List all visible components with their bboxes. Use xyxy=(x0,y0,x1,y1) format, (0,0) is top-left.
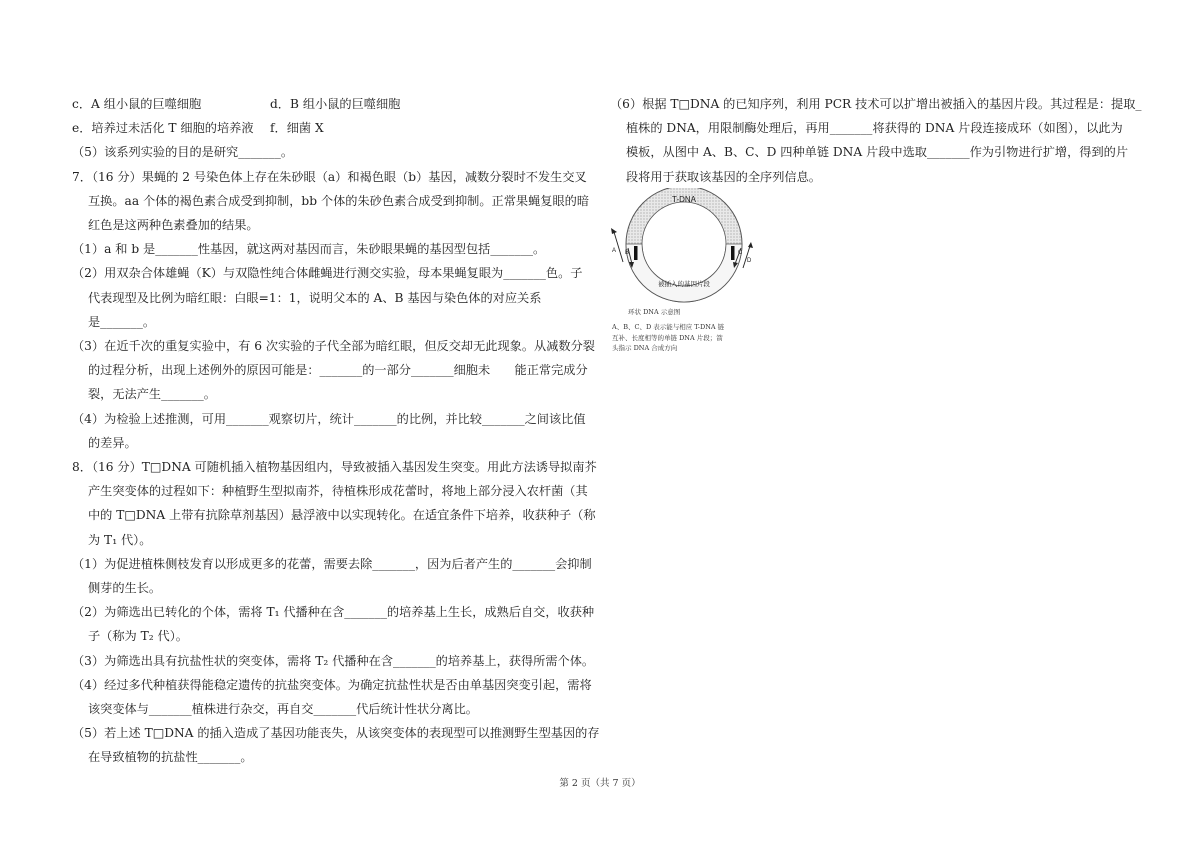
figure-note-line: 头指示 DNA 合成方向 xyxy=(612,344,678,352)
text-line: （6）根据 T□DNA 的已知序列，利用 PCR 技术可以扩增出被插入的基因片段。其过程是：提取_ xyxy=(610,97,1142,111)
text-line: 是_______。 xyxy=(88,314,156,329)
text-line: （4）为检验上述推测，可用_______观察切片，统计_______的比例，并比较_______之间该比值 xyxy=(72,411,586,426)
label-a: A xyxy=(612,248,617,254)
text-line: 红色是这两种色素叠加的结果。 xyxy=(88,217,259,232)
option-f: f．细菌 X xyxy=(270,121,324,136)
text-line: 该突变体与_______植株进行杂交，再自交_______代后统计性状分离比。 xyxy=(88,702,478,717)
primer-a-line xyxy=(614,232,623,262)
text-line: （4）经过多代种植获得能稳定遗传的抗盐突变体。为确定抗盐性状是否由单基因突变引起，需将 xyxy=(72,677,592,692)
text-line: 段将用于获取该基因的全序列信息。 xyxy=(626,169,821,184)
text-line: 侧芽的生长。 xyxy=(88,581,162,596)
option-e: e．培养过未活化 T 细胞的培养液 xyxy=(72,121,254,136)
option-d: d．B 组小鼠的巨噬细胞 xyxy=(270,97,401,111)
text-line: 的差异。 xyxy=(88,435,137,450)
text-line: 植株的 DNA，用限制酶处理后，再用_______将获得的 DNA 片段连接成环（如图），以此为 xyxy=(626,121,1123,136)
figure-caption: 环状 DNA 示意图 xyxy=(628,308,681,316)
text-line: 互换。aa 个体的褐色素合成受到抑制，bb 个体的朱砂色素合成受到抑制。正常果蝇复眼的暗 xyxy=(88,193,590,208)
text-line: （1）为促进植株侧枝发育以形成更多的花蕾，需要去除_______，因为后者产生的_______会抑制 xyxy=(72,556,592,571)
label-c: C xyxy=(738,250,743,256)
primer-a-arrow-icon xyxy=(611,228,617,234)
marker-left xyxy=(634,246,638,260)
text-line: （5）该系列实验的目的是研究_______。 xyxy=(72,145,294,160)
right-column xyxy=(610,92,1140,189)
marker-right xyxy=(731,246,735,260)
label-b: B xyxy=(625,250,630,256)
ring-label: T-DNA xyxy=(672,195,696,204)
text-line: 产生突变体的过程如下：种植野生型拟南芥，待植株形成花蕾时，将地上部分浸入农杆菌（其 xyxy=(88,484,588,499)
text-line: 子（称为 T₂ 代）。 xyxy=(88,629,188,644)
text-line: 在导致植物的抗盐性_______。 xyxy=(88,750,253,765)
inner-label: 被插入的基因片段 xyxy=(658,280,710,288)
text-line: （3）在近千次的重复实验中，有 6 次实验的子代全部为暗红眼，但反交却无此现象。从减数分裂 xyxy=(72,339,595,353)
option-c: c．A 组小鼠的巨噬细胞 xyxy=(72,97,202,111)
primer-d-line xyxy=(743,246,750,268)
figure-note xyxy=(612,322,724,354)
text-line: 中的 T□DNA 上带有抗除草剂基因）悬浮液中以实现转化。在适宜条件下培养，收获种子（称 xyxy=(88,508,596,523)
text-line: （5）若上述 T□DNA 的插入造成了基因功能丧失，从该突变体的表现型可以推测野生型基因的存 xyxy=(72,726,600,741)
option-row-ef xyxy=(72,116,600,140)
label-d: D xyxy=(747,258,752,264)
text-line: 的过程分析，出现上述例外的原因可能是：_______的一部分_______细胞未 能正常完成分 xyxy=(88,363,588,378)
text-line: 裂，无法产生_______。 xyxy=(88,387,216,402)
figure-note-line: A、B、C、D 表示能与相应 T-DNA 链 xyxy=(612,323,725,331)
figure-note-line: 互补、长度相等的单链 DNA 片段；箭 xyxy=(612,333,723,342)
text-line: （2）为筛选出已转化的个体，需将 T₁ 代播种在含_______的培养基上生长，成熟后自交，收获种 xyxy=(72,605,595,620)
text-line: 为 T₁ 代）。 xyxy=(88,532,152,547)
question-8-heading: 8．（16 分）T□DNA 可随机插入植物基因组内，导致被插入基因发生突变。用此方法诱导拟南芥 xyxy=(72,460,597,475)
primer-d-arrow-icon xyxy=(748,242,753,248)
text-line: 代表现型及比例为暗红眼：白眼=1：1，说明父本的 A、B 基因与染色体的对应关系 xyxy=(88,290,542,305)
text-line: （2）用双杂合体雄蝇（K）与双隐性纯合体雌蝇进行测交实验，母本果蝇复眼为_______色。子 xyxy=(72,266,583,281)
inner-ring xyxy=(642,202,726,286)
text-line: （3）为筛选出具有抗盐性状的突变体，需将 T₂ 代播种在含_______的培养基上，获得所需个体。 xyxy=(72,653,595,668)
page-footer: 第 2 页（共 7 页） xyxy=(559,778,641,789)
left-column xyxy=(72,92,600,770)
question-7-heading: 7．（16 分）果蝇的 2 号染色体上存在朱砂眼（a）和褐色眼（b）基因，减数分裂时不发生交叉 xyxy=(72,169,587,184)
text-line: 模板，从图中 A、B、C、D 四种单链 DNA 片段中选取_______作为引物进行扩增，得到的片 xyxy=(626,145,1129,160)
option-row-cd xyxy=(72,92,600,116)
text-line: （1）a 和 b 是_______性基因，就这两对基因而言，朱砂眼果蝇的基因型包括_______。 xyxy=(72,242,546,257)
